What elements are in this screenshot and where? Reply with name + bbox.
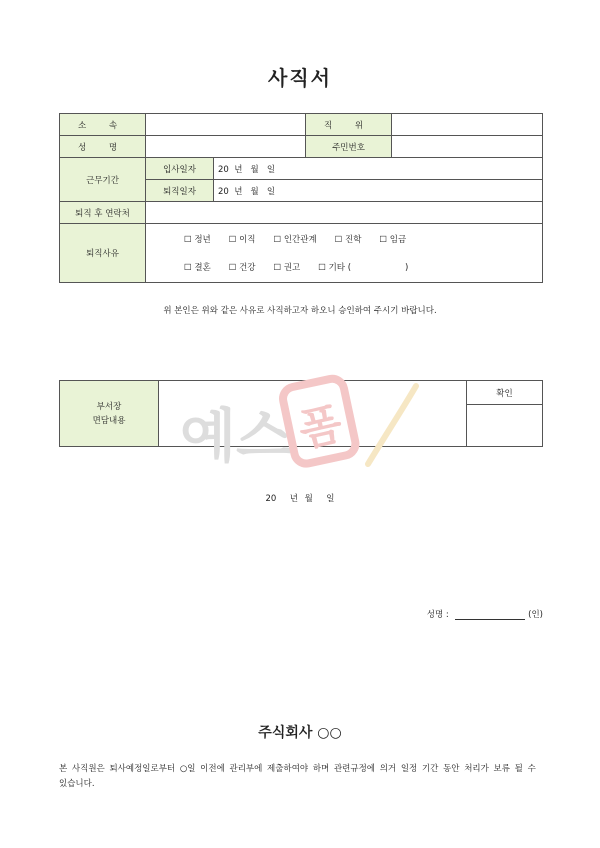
watermark-quill-icon	[368, 386, 416, 464]
contact-label: 퇴직 후 연락처	[60, 202, 146, 224]
name-field[interactable]	[146, 136, 306, 158]
position-label: 직 위	[306, 114, 392, 136]
footer-note: 본 사직원은 퇴사예정일로부터 ○일 이전에 관리부에 제출하여야 하며 관련규정에 의거 일정 기간 동안 처리가 보류 될 수 있습니다.	[59, 764, 536, 789]
resident-no-field[interactable]	[392, 136, 543, 158]
form-row-join-date	[60, 158, 543, 180]
resident-no-label: 주민번호	[306, 136, 392, 158]
form-row-reason	[60, 224, 543, 283]
reason-checkbox-recommendation[interactable]: ☐ 권고	[273, 263, 301, 273]
reason-checkbox-retirement-age[interactable]: ☐ 정년	[184, 235, 211, 245]
join-date-label: 입사일자	[146, 158, 214, 180]
reason-checkbox-wage[interactable]: ☐ 임금	[379, 235, 407, 245]
request-text: 위 본인은 위와 같은 사유로 사직하고자 하오니 승인하여 주시기 바랍니다.	[163, 306, 437, 316]
reason-options-row1	[150, 233, 538, 245]
interview-label-line2: 면담내용	[92, 415, 126, 426]
name-label: 성 명	[60, 136, 146, 158]
resignation-form-table	[59, 113, 543, 283]
form-row-contact	[60, 202, 543, 224]
work-period-label: 근무기간	[60, 158, 146, 202]
reason-options	[146, 224, 543, 283]
reason-checkbox-relationship[interactable]: ☐ 인간관계	[273, 235, 317, 245]
leave-date-label: 퇴직일자	[146, 180, 214, 202]
reason-checkbox-job-change[interactable]: ☐ 이직	[228, 235, 256, 245]
document-title: 사직서	[268, 66, 332, 90]
watermark-badge-text: 폼	[294, 398, 347, 457]
reason-checkbox-health[interactable]: ☐ 건강	[228, 263, 256, 273]
join-date-field[interactable]: 20 년 월 일	[214, 158, 543, 180]
affiliation-field[interactable]	[146, 114, 306, 136]
reason-checkbox-other[interactable]: ☐ 기타 ( )	[318, 263, 409, 273]
interview-label-line1: 부서장	[96, 401, 122, 412]
signature-label: 성명 :	[426, 610, 449, 620]
affiliation-label: 소 속	[60, 114, 146, 136]
reason-checkbox-marriage[interactable]: ☐ 결혼	[184, 263, 211, 273]
seal-mark: (인)	[528, 610, 543, 620]
watermark-text: 예스	[180, 402, 293, 470]
form-row-affiliation	[60, 114, 543, 136]
confirm-label: 확인	[467, 381, 543, 405]
reason-checkbox-education[interactable]: ☐ 진학	[334, 235, 362, 245]
signature-line	[427, 608, 543, 620]
leave-date-field[interactable]: 20 년 월 일	[214, 180, 543, 202]
contact-field[interactable]	[146, 202, 543, 224]
confirm-signature-field[interactable]	[467, 405, 543, 447]
reason-options-row2	[150, 261, 538, 273]
interview-label	[60, 381, 159, 447]
watermark-logo	[180, 372, 430, 477]
position-field[interactable]	[392, 114, 543, 136]
form-row-name	[60, 136, 543, 158]
reason-label: 퇴직사유	[60, 224, 146, 283]
watermark	[180, 372, 430, 481]
date-line: 20 년 월 일	[265, 494, 335, 504]
company-name: 주식회사 ○○	[258, 725, 342, 741]
signature-field[interactable]	[455, 610, 525, 620]
